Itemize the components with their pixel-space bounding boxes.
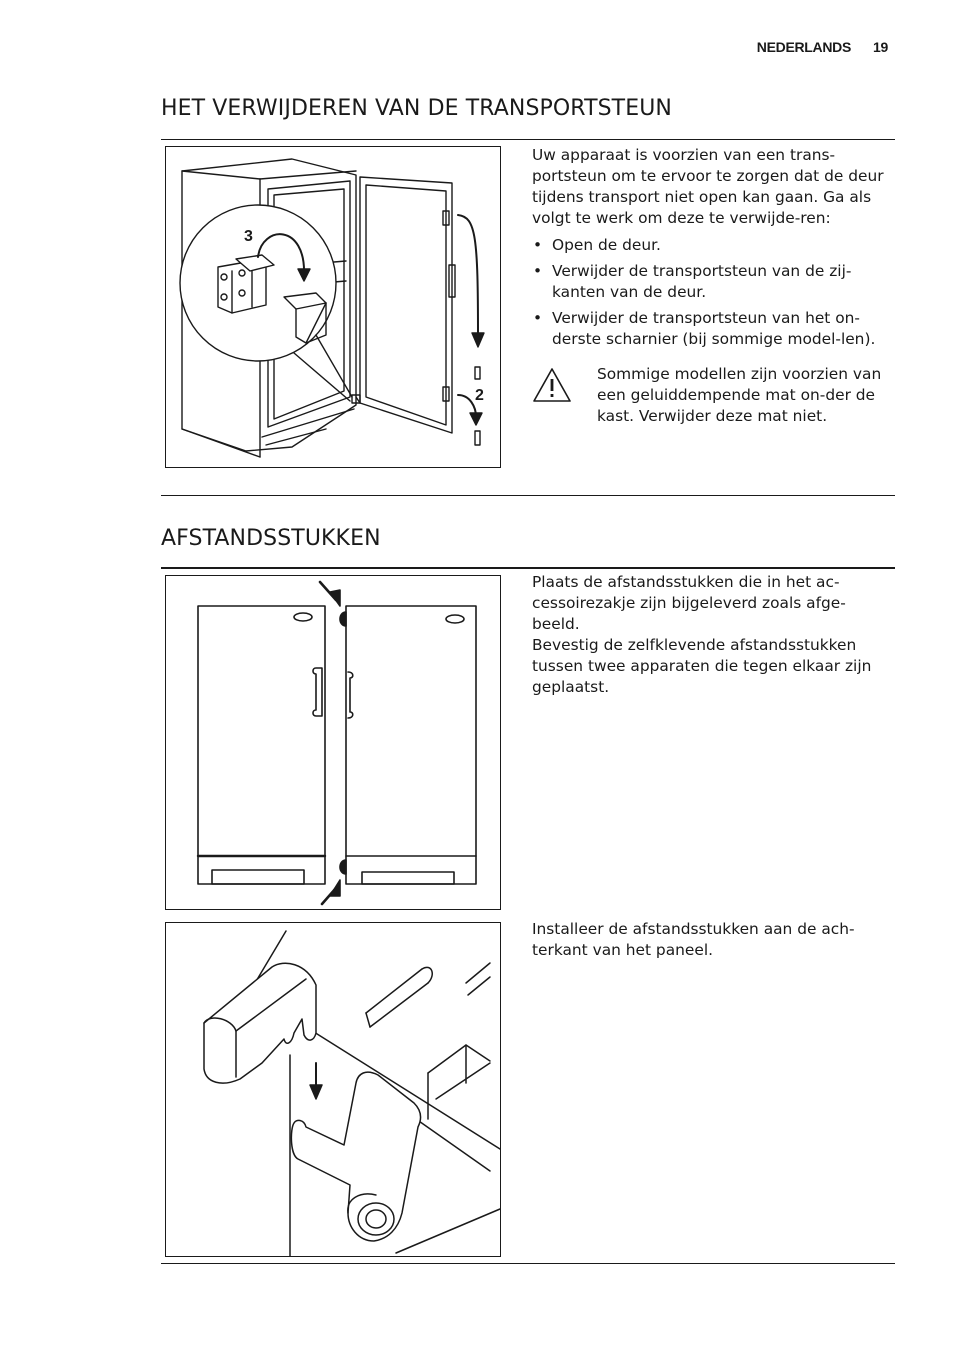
- figure-label-2: 2: [475, 387, 484, 404]
- running-header: [757, 39, 888, 55]
- list-item: • Verwijder de transportsteun van het on-derste scharnier (bij sommige model-len).: [532, 308, 888, 350]
- figure-spacers-front: [165, 575, 501, 910]
- transport-intro: Uw apparaat is voorzien van een trans-portsteun om te ervoor te zorgen dat de deur tijdens transport niet open kan gaan. Ga als volgt te werk om deze te verwijde-ren:: [532, 146, 884, 227]
- warning-triangle-icon: [532, 367, 572, 403]
- spacers-paragraph-1: Plaats de afstandsstukken die in het ac-cessoirezakje zijn bijgeleverd zoals afge-beeld.: [532, 573, 846, 633]
- spacers-paragraph-3: Installeer de afstandsstukken aan de ach-terkant van het paneel.: [532, 920, 855, 959]
- figure-spacers-rear: [165, 922, 501, 1257]
- section-rule-end: [161, 1263, 895, 1264]
- transport-steps-list: [532, 235, 888, 350]
- section-title-transportsteun: HET VERWIJDEREN VAN DE TRANSPORTSTEUN: [161, 96, 672, 121]
- figure-label-3: 3: [244, 228, 253, 245]
- spacers-text-2: [532, 919, 888, 961]
- page-number: 19: [873, 39, 888, 55]
- section-title-afstandsstukken: AFSTANDSSTUKKEN: [161, 526, 381, 551]
- section-rule-bottom: [161, 495, 895, 496]
- warning-note: [532, 364, 888, 427]
- section-rule-top: [161, 139, 895, 140]
- section-rule-top-2: [161, 567, 895, 569]
- figure-transport-support: [165, 146, 501, 468]
- transport-support-text: [532, 145, 888, 427]
- list-item: • Open de deur.: [532, 235, 888, 256]
- spacers-paragraph-2: Bevestig de zelfklevende afstandsstukken tussen twee apparaten die tegen elkaar zijn geplaatst.: [532, 636, 872, 696]
- spacers-text-1: [532, 572, 888, 698]
- warning-text: Sommige modellen zijn voorzien van een geluiddempende mat on-der de kast. Verwijder deze mat niet.: [597, 365, 882, 425]
- header-language: NEDERLANDS: [756, 39, 852, 55]
- list-item: • Verwijder de transportsteun van de zij-kanten van de deur.: [532, 261, 888, 303]
